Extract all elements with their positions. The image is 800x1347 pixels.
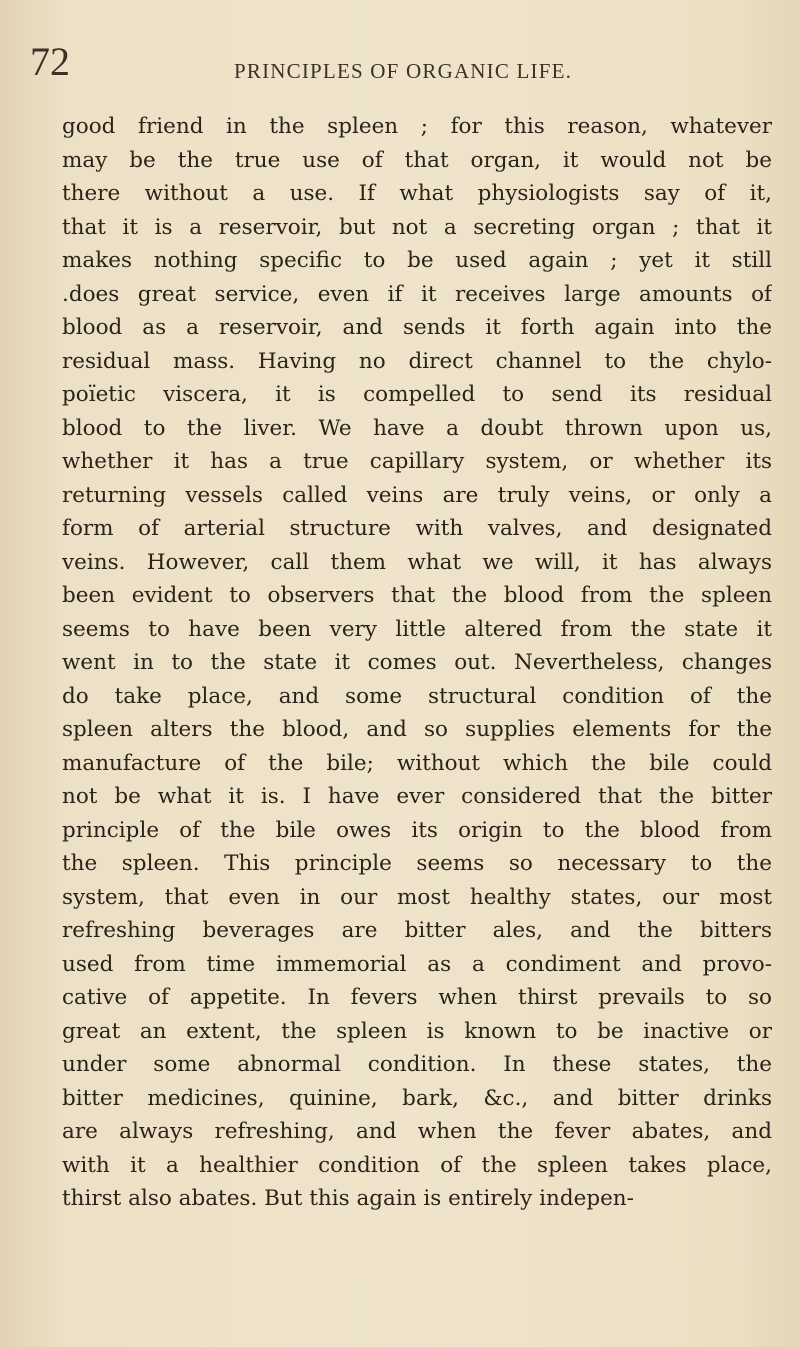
text-line: not be what it is. I have ever considered that the bitter (62, 784, 772, 809)
text-line: bitter medicines, quinine, bark, &c., and bitter drinks (62, 1085, 772, 1111)
text-line: there without a use. If what physiologists say of it, (62, 181, 772, 206)
text-line: do take place, and some structural condition of the (62, 683, 772, 709)
text-line: under some abnormal condition. In these states, the (62, 1052, 772, 1077)
text-line: form of arterial structure with valves, and designated (62, 516, 772, 541)
text-line: are always refreshing, and when the fever abates, and (62, 1119, 772, 1144)
body-text (62, 110, 772, 1216)
page-number: 72 (30, 39, 70, 84)
text-line: returning vessels called veins are truly veins, or only a (62, 482, 772, 508)
text-line: makes nothing specific to be used again ; yet it still (62, 248, 772, 273)
text-line: may be the true use of that organ, it would not be (62, 147, 772, 173)
text-line: poïetic viscera, it is compelled to send its residual (62, 382, 772, 407)
text-line: used from time immemorial as a condiment and provo- (62, 951, 772, 977)
text-line: blood as a reservoir, and sends it forth again into the (62, 315, 772, 340)
text-line: seems to have been very little altered from the state it (62, 616, 772, 642)
text-line: with it a healthier condition of the spleen takes place, (62, 1152, 772, 1178)
text-line: been evident to observers that the blood from the spleen (62, 583, 772, 608)
text-line: good friend in the spleen ; for this reason, whatever (62, 114, 772, 139)
text-line: .does great service, even if it receives large amounts of (62, 281, 772, 307)
text-line: great an extent, the spleen is known to be inactive or (62, 1018, 772, 1044)
page-header (0, 39, 800, 92)
text-line: blood to the liver. We have a doubt thrown upon us, (62, 415, 772, 441)
text-line: whether it has a true capillary system, or whether its (62, 449, 772, 474)
text-line: residual mass. Having no direct channel to the chylo- (62, 348, 772, 374)
text-line: cative of appetite. In fevers when thirst prevails to so (62, 985, 772, 1010)
text-line: system, that even in our most healthy states, our most (62, 884, 772, 910)
text-line: that it is a reservoir, but not a secreting organ ; that it (62, 214, 772, 240)
text-line: went in to the state it comes out. Nevertheless, changes (62, 650, 772, 675)
text-line: refreshing beverages are bitter ales, and the bitters (62, 918, 772, 943)
text-line: thirst also abates. But this again is entirely indepen- (62, 1186, 634, 1211)
text-line: spleen alters the blood, and so supplies elements for the (62, 717, 772, 742)
text-line: the spleen. This principle seems so necessary to the (62, 851, 772, 876)
text-line: principle of the bile owes its origin to the blood from (62, 817, 772, 843)
text-line: veins. However, call them what we will, it has always (62, 549, 772, 575)
text-line: manufacture of the bile; without which the bile could (62, 750, 772, 776)
running-head: PRINCIPLES OF ORGANIC LIFE. (234, 59, 573, 83)
